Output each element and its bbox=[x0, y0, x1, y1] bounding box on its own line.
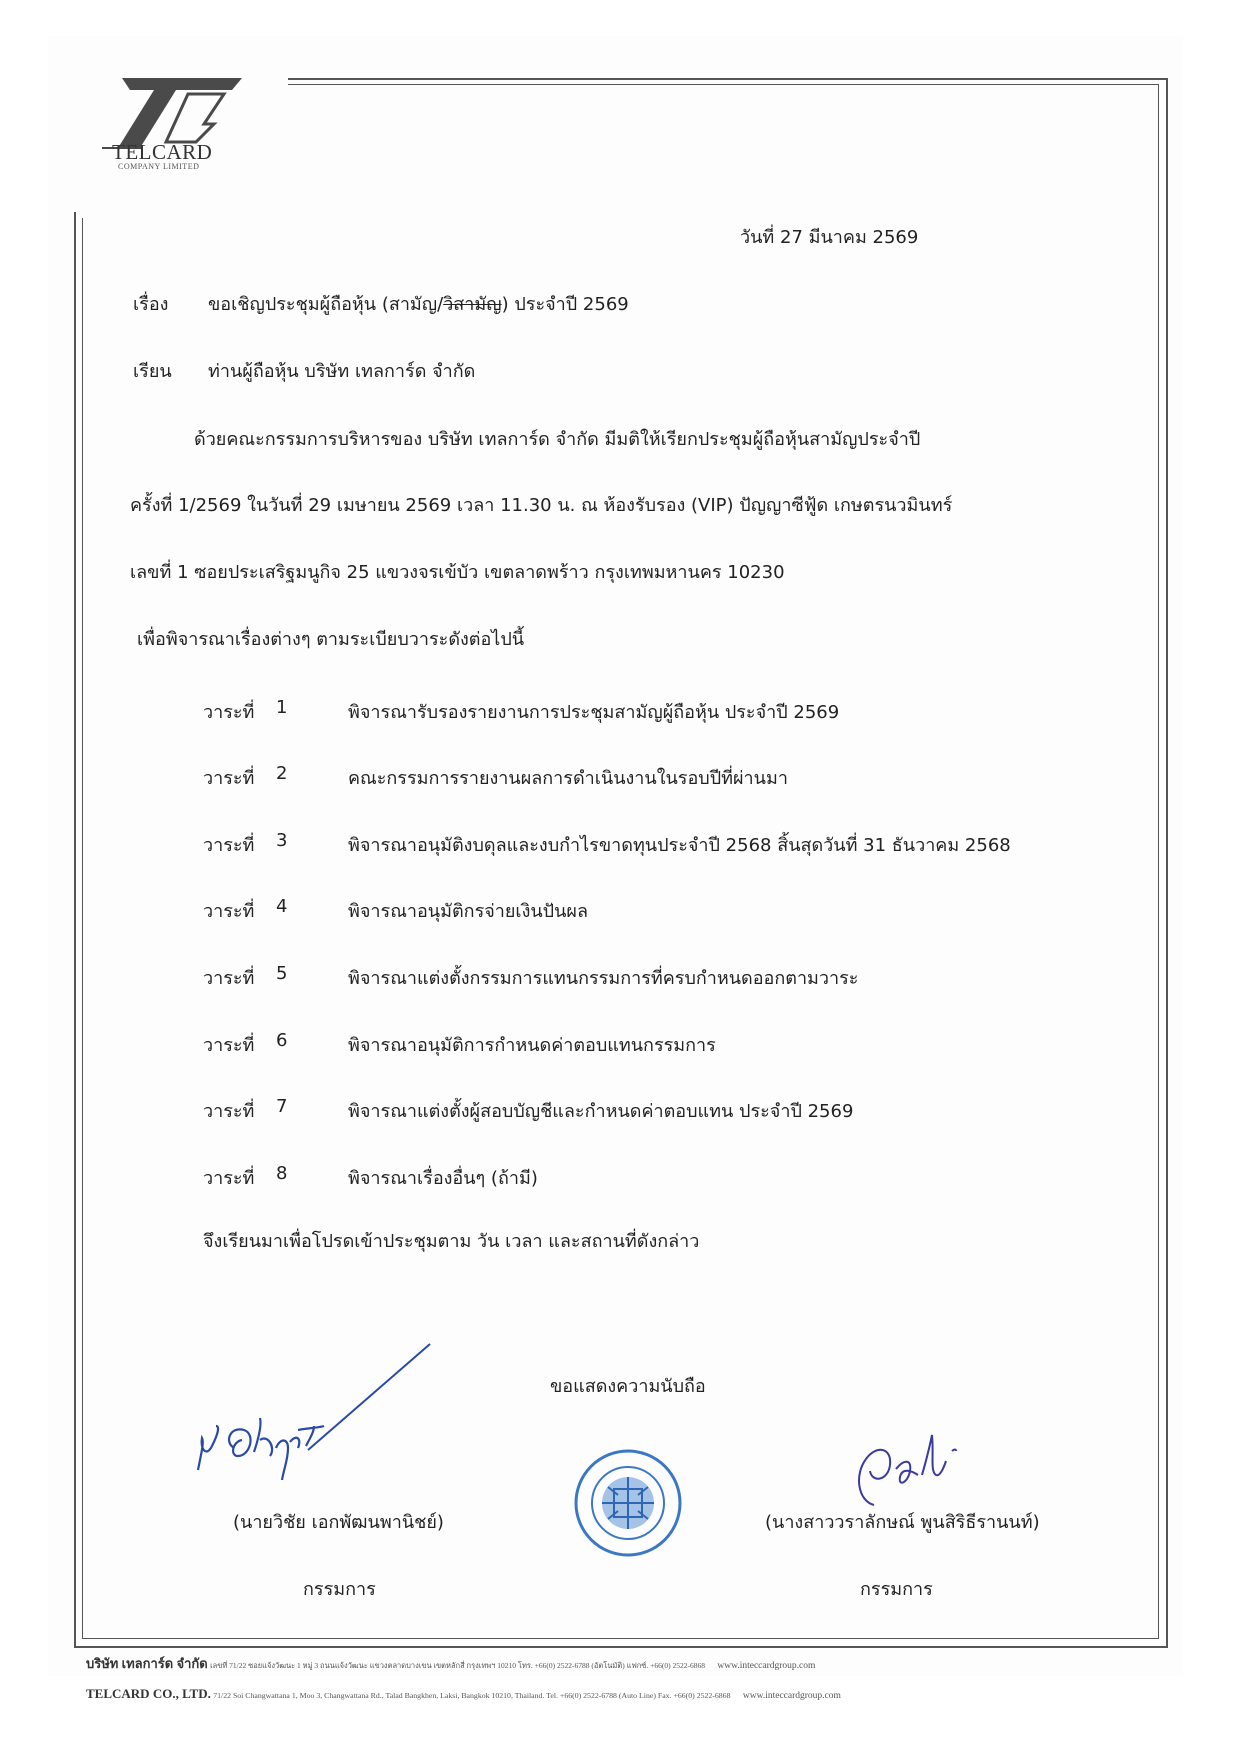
agenda-number: 2 bbox=[276, 763, 288, 784]
body-line-1: ด้วยคณะกรรมการบริหารของ บริษัท เทลการ์ด จำกัด มีมติให้เรียกประชุมผู้ถือหุ้นสามัญประจำปี bbox=[194, 429, 921, 450]
agenda-item-text: พิจารณารับรองรายงานการประชุมสามัญผู้ถือหุ้น ประจำปี 2569 bbox=[348, 702, 840, 723]
body-line-4: เพื่อพิจารณาเรื่องต่างๆ ตามระเบียบวาระดังต่อไปนี้ bbox=[137, 629, 525, 650]
agenda-label: วาระที่ bbox=[203, 835, 255, 856]
recipient-label: เรียน bbox=[133, 361, 172, 382]
footer-en-line bbox=[86, 1686, 841, 1702]
agenda-number: 8 bbox=[276, 1163, 288, 1184]
frame-left-line-inner bbox=[82, 218, 83, 1638]
subject-text bbox=[208, 293, 629, 316]
agenda-item-text: พิจารณาแต่งตั้งผู้สอบบัญชีและกำหนดค่าตอบแทน ประจำปี 2569 bbox=[348, 1101, 854, 1122]
company-seal-icon bbox=[572, 1447, 684, 1559]
frame-left-line bbox=[74, 212, 76, 1647]
signatory-left-title: กรรมการ bbox=[303, 1579, 376, 1600]
frame-bottom-line bbox=[74, 1646, 1168, 1648]
frame-top-line bbox=[288, 78, 1168, 80]
closing-line: จึงเรียนมาเพื่อโปรดเข้าประชุมตาม วัน เวลา และสถานที่ดังกล่าว bbox=[203, 1231, 700, 1252]
frame-right-line bbox=[1166, 78, 1168, 1648]
signatory-left-name: (นายวิชัย เอกพัฒนพานิชย์) bbox=[233, 1512, 444, 1533]
body-line-3: เลขที่ 1 ซอยประเสริฐมนูกิจ 25 แขวงจรเข้บัว เขตลาดพร้าว กรุงเทพมหานคร 10230 bbox=[130, 562, 785, 583]
footer-thai-web: www.inteccardgroup.com bbox=[717, 1661, 816, 1671]
subject-label: เรื่อง bbox=[133, 294, 169, 315]
agenda-item-text: พิจารณาอนุมัติการกำหนดค่าตอบแทนกรรมการ bbox=[348, 1035, 716, 1056]
frame-top-line-inner bbox=[288, 84, 1158, 85]
footer-thai-line bbox=[86, 1653, 815, 1674]
agenda-number: 1 bbox=[276, 697, 288, 718]
footer-en-web: www.inteccardgroup.com bbox=[742, 1691, 841, 1701]
agenda-label: วาระที่ bbox=[203, 768, 255, 789]
agenda-label: วาระที่ bbox=[203, 702, 255, 723]
agenda-item-text: พิจารณาอนุมัติงบดุลและงบกำไรขาดทุนประจำปี 2568 สิ้นสุดวันที่ 31 ธันวาคม 2568 bbox=[348, 835, 1011, 856]
signatory-right-name: (นางสาววราลักษณ์ พูนสิริธีรานนท์) bbox=[765, 1512, 1040, 1533]
agenda-label: วาระที่ bbox=[203, 1101, 255, 1122]
signature-right-icon bbox=[840, 1415, 990, 1515]
logo-company-name: TELCARD bbox=[112, 140, 213, 164]
subject-text-after: ) ประจำปี 2569 bbox=[501, 294, 629, 315]
agenda-number: 5 bbox=[276, 963, 288, 984]
subject-struck-text: วิสามัญ bbox=[443, 294, 502, 315]
agenda-number: 7 bbox=[276, 1096, 288, 1117]
footer-thai-address: เลขที่ 71/22 ซอยแจ้งวัฒนะ 1 หมู่ 3 ถนนแจ้งวัฒนะ แขวงตลาดบางเขน เขตหลักสี่ กรุงเทพฯ 10210 โทร. +66(0) 2522-6788 (อัตโนมัติ) แฟกซ์. +66(0) 2522-6868 bbox=[210, 1661, 705, 1670]
signature-left-icon bbox=[190, 1330, 450, 1490]
agenda-label: วาระที่ bbox=[203, 901, 255, 922]
subject-text-before: ขอเชิญประชุมผู้ถือหุ้น (สามัญ/ bbox=[208, 294, 444, 315]
agenda-item-text: พิจารณาอนุมัติกรจ่ายเงินปันผล bbox=[348, 901, 588, 922]
agenda-number: 3 bbox=[276, 830, 288, 851]
agenda-item-text: คณะกรรมการรายงานผลการดำเนินงานในรอบปีที่ผ่านมา bbox=[348, 768, 788, 789]
agenda-number: 4 bbox=[276, 896, 288, 917]
agenda-number: 6 bbox=[276, 1030, 288, 1051]
logo-company-subtext: COMPANY LIMITED bbox=[118, 162, 200, 171]
agenda-label: วาระที่ bbox=[203, 1035, 255, 1056]
footer-en-brand: TELCARD CO., LTD. bbox=[86, 1686, 211, 1701]
agenda-item-text: พิจารณาแต่งตั้งกรรมการแทนกรรมการที่ครบกำหนดออกตามวาระ bbox=[348, 968, 859, 989]
frame-right-line-inner bbox=[1158, 84, 1159, 1639]
letter-date: วันที่ 27 มีนาคม 2569 bbox=[740, 227, 919, 248]
signatory-right-title: กรรมการ bbox=[860, 1579, 933, 1600]
footer-thai-brand: บริษัท เทลการ์ด จำกัด bbox=[86, 1656, 208, 1671]
agenda-label: วาระที่ bbox=[203, 1168, 255, 1189]
agenda-label: วาระที่ bbox=[203, 968, 255, 989]
regards-text: ขอแสดงความนับถือ bbox=[550, 1376, 706, 1397]
body-line-2: ครั้งที่ 1/2569 ในวันที่ 29 เมษายน 2569 เวลา 11.30 น. ณ ห้องรับรอง (VIP) ปัญญาซีฟู้ด เกษตรนวมินทร์ bbox=[130, 495, 953, 516]
recipient-text: ท่านผู้ถือหุ้น บริษัท เทลการ์ด จำกัด bbox=[208, 361, 476, 382]
frame-bottom-line-inner bbox=[82, 1638, 1159, 1639]
agenda-item-text: พิจารณาเรื่องอื่นๆ (ถ้ามี) bbox=[348, 1168, 538, 1189]
footer-en-address: 71/22 Soi Changwattana 1, Moo 3, Changwattana Rd., Talad Bangkhen, Laksi, Bangkok 10210, Thailand. Tel. +66(0) 2522-6788 (Auto Line) Fax. +66(0) 2522-6868 bbox=[213, 1691, 731, 1700]
